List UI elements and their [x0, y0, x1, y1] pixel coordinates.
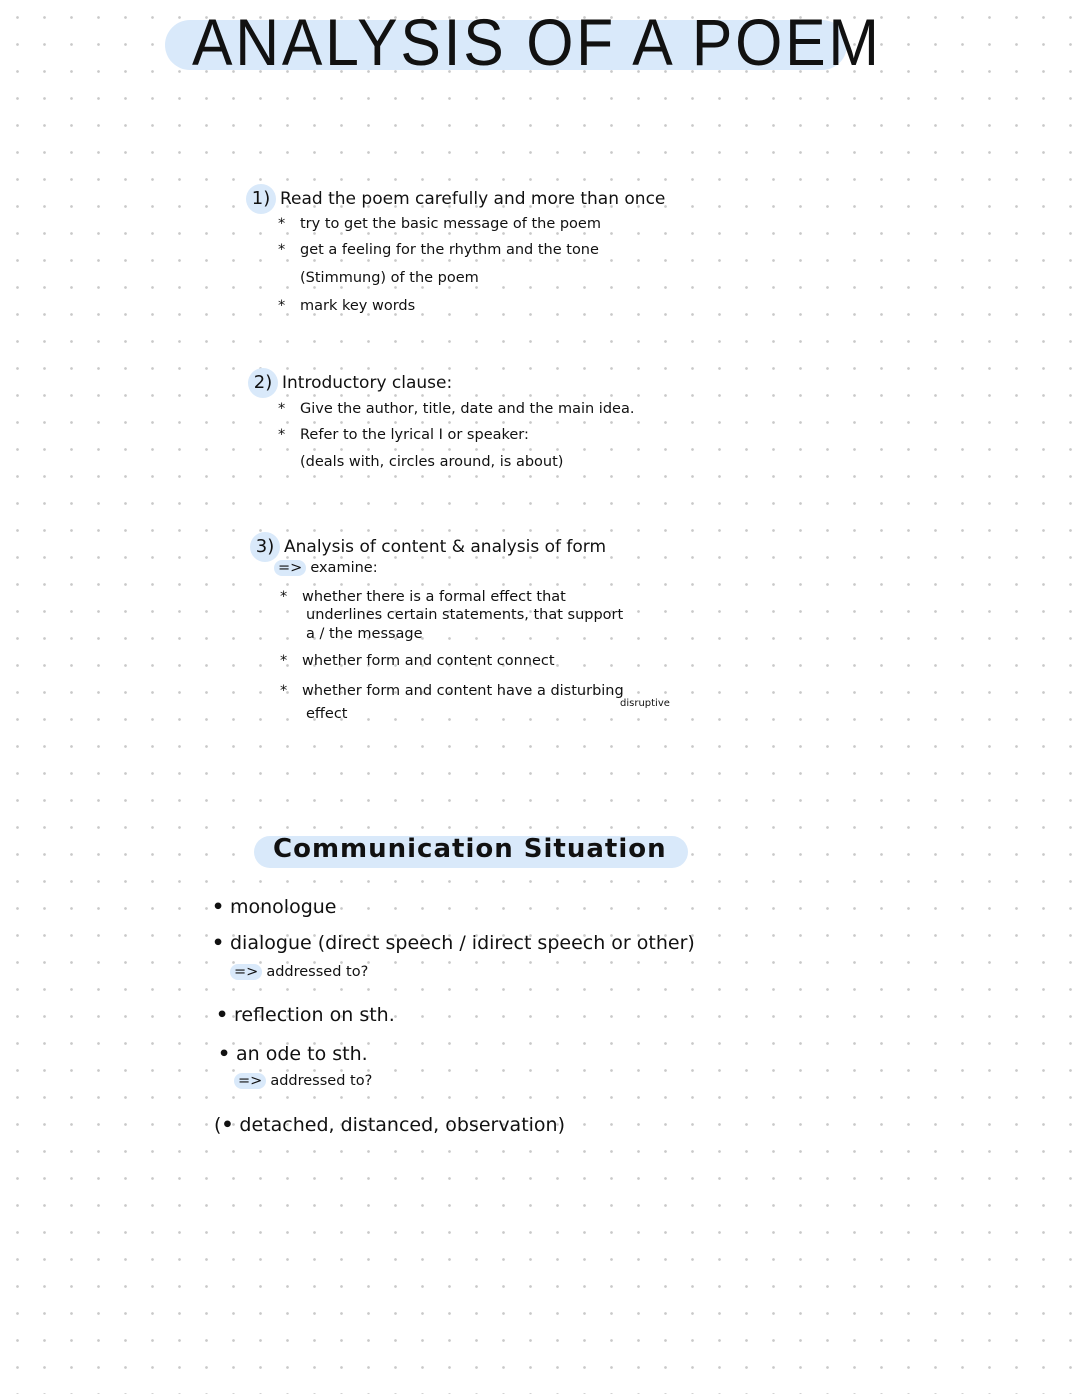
- item-text: whether form and content connect: [302, 653, 555, 669]
- asterisk-icon: *: [278, 298, 286, 314]
- arrow-icon: =>: [234, 1073, 266, 1089]
- list-item-continued: (Stimmung) of the poem: [300, 270, 479, 286]
- bullet-icon: •: [221, 1114, 234, 1136]
- list-item: [280, 683, 624, 699]
- item-text: Refer to the lyrical I or speaker:: [300, 427, 529, 443]
- item-text: Give the author, title, date and the main idea.: [300, 401, 635, 417]
- bullet-icon: •: [212, 896, 225, 918]
- section-3-heading: [250, 532, 606, 562]
- item-text: addressed to?: [266, 964, 369, 980]
- addressed-line: [234, 1073, 372, 1089]
- section-subtitle: Communication Situation: [273, 834, 667, 864]
- list-item-continued: a / the message: [306, 626, 423, 642]
- section-number: 2): [248, 368, 278, 398]
- section-1-heading: [246, 184, 665, 214]
- list-item: [280, 653, 555, 669]
- list-item: [218, 1043, 368, 1065]
- item-text: detached, distanced, observation): [239, 1114, 566, 1136]
- page-title: ANALYSIS OF A POEM: [192, 5, 882, 79]
- list-item: [278, 216, 601, 232]
- asterisk-icon: *: [280, 683, 288, 699]
- list-item: [278, 401, 634, 417]
- list-item: [278, 242, 599, 258]
- item-text: addressed to?: [270, 1073, 373, 1089]
- paren: (: [214, 1114, 222, 1136]
- arrow-icon: =>: [230, 964, 262, 980]
- arrow-icon: =>: [274, 560, 306, 576]
- asterisk-icon: *: [280, 589, 288, 605]
- list-item: [280, 589, 566, 605]
- list-item-continued: effect: [306, 706, 348, 722]
- bullet-icon: •: [218, 1043, 231, 1065]
- asterisk-icon: *: [278, 216, 286, 232]
- heading-text: Analysis of content & analysis of form: [284, 537, 607, 557]
- item-text: reflection on sth.: [234, 1004, 395, 1026]
- item-text: examine:: [310, 560, 378, 576]
- examine-line: [274, 560, 378, 576]
- heading-text: Read the poem carefully and more than once: [280, 189, 666, 209]
- asterisk-icon: *: [280, 653, 288, 669]
- asterisk-icon: *: [278, 242, 286, 258]
- item-text: whether form and content have a disturbing: [302, 683, 624, 699]
- item-text: an ode to sth.: [236, 1043, 368, 1065]
- list-item: [212, 932, 695, 954]
- item-text: whether there is a formal effect that: [302, 589, 566, 605]
- item-text: get a feeling for the rhythm and the tone: [300, 242, 599, 258]
- list-item-continued: (deals with, circles around, is about): [300, 454, 564, 470]
- bullet-icon: •: [216, 1004, 229, 1026]
- item-text: try to get the basic message of the poem: [300, 216, 601, 232]
- list-item-continued: underlines certain statements, that support: [306, 607, 624, 623]
- bullet-icon: •: [212, 932, 225, 954]
- item-text: mark key words: [300, 298, 416, 314]
- section-2-heading: [248, 368, 452, 398]
- item-text: dialogue (direct speech / idirect speech or other): [230, 932, 695, 954]
- list-item: [278, 427, 529, 443]
- item-text: monologue: [230, 896, 337, 918]
- list-item: [212, 896, 337, 918]
- section-number: 3): [250, 532, 280, 562]
- addressed-line: [230, 964, 368, 980]
- list-item: [216, 1004, 395, 1026]
- asterisk-icon: *: [278, 401, 286, 417]
- heading-text: Introductory clause:: [282, 373, 453, 393]
- annotation-disruptive: disruptive: [620, 698, 670, 709]
- list-item: [278, 298, 415, 314]
- list-item: [214, 1114, 565, 1136]
- asterisk-icon: *: [278, 427, 286, 443]
- section-number: 1): [246, 184, 276, 214]
